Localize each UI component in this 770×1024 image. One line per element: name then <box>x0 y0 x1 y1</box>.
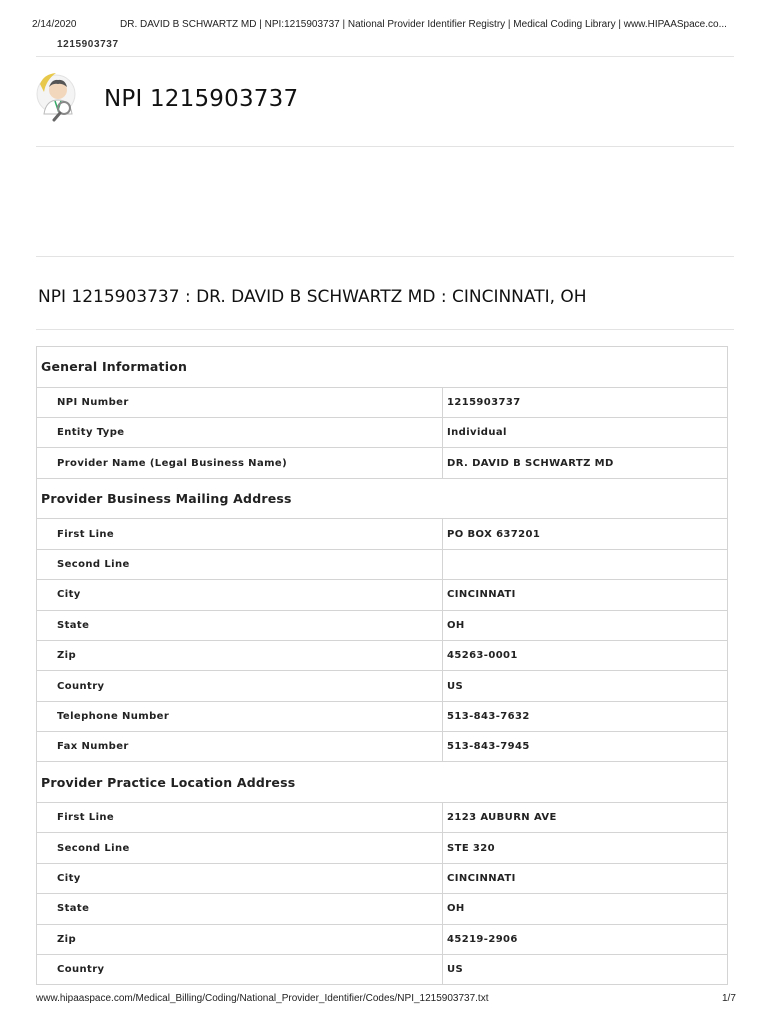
field-value: DR. DAVID B SCHWARTZ MD <box>443 448 728 478</box>
section-title: Provider Practice Location Address <box>37 762 728 803</box>
provider-heading: NPI 1215903737 : DR. DAVID B SCHWARTZ MD : CINCINNATI, OH <box>38 287 587 307</box>
field-label: First Line <box>37 803 443 833</box>
field-label: State <box>37 610 443 640</box>
table-row <box>37 549 728 579</box>
field-value <box>443 549 728 579</box>
divider <box>36 329 734 330</box>
table-row <box>37 894 728 924</box>
table-row <box>37 863 728 893</box>
field-label: Entity Type <box>37 417 443 447</box>
field-value: OH <box>443 894 728 924</box>
table-row <box>37 610 728 640</box>
field-value: 1215903737 <box>443 387 728 417</box>
table-row <box>37 955 728 985</box>
page-number: 1/7 <box>722 993 736 1004</box>
field-label: Fax Number <box>37 732 443 762</box>
table-row <box>37 833 728 863</box>
field-label: Second Line <box>37 833 443 863</box>
field-value: 2123 AUBURN AVE <box>443 803 728 833</box>
table-row <box>37 803 728 833</box>
section-title: General Information <box>37 347 728 388</box>
table-row <box>37 387 728 417</box>
table-row <box>37 924 728 954</box>
table-row <box>37 640 728 670</box>
print-page-title: DR. DAVID B SCHWARTZ MD | NPI:1215903737 | National Provider Identifier Registry | Medical Coding Library | www.HIPAASpace.co... <box>120 19 727 30</box>
section-title: Provider Business Mailing Address <box>37 478 728 519</box>
table-row <box>37 732 728 762</box>
table-row <box>37 519 728 549</box>
field-value: STE 320 <box>443 833 728 863</box>
field-label: Telephone Number <box>37 701 443 731</box>
field-label: Zip <box>37 640 443 670</box>
provider-info-table <box>36 346 728 985</box>
divider <box>36 256 734 257</box>
field-value: PO BOX 637201 <box>443 519 728 549</box>
doctor-magnifier-icon <box>34 70 86 126</box>
field-label: City <box>37 580 443 610</box>
field-value: US <box>443 955 728 985</box>
field-label: State <box>37 894 443 924</box>
field-value: 513-843-7632 <box>443 701 728 731</box>
table-row <box>37 701 728 731</box>
footer-url: www.hipaaspace.com/Medical_Billing/Coding/National_Provider_Identifier/Codes/NPI_1215903737.txt <box>36 993 489 1004</box>
table-row <box>37 580 728 610</box>
field-value: 45219-2906 <box>443 924 728 954</box>
field-label: NPI Number <box>37 387 443 417</box>
page-title: NPI 1215903737 <box>104 86 299 112</box>
field-value: OH <box>443 610 728 640</box>
table-row <box>37 448 728 478</box>
field-value: US <box>443 671 728 701</box>
field-label: First Line <box>37 519 443 549</box>
field-value: Individual <box>443 417 728 447</box>
divider <box>36 56 734 57</box>
field-value: 513-843-7945 <box>443 732 728 762</box>
table-row <box>37 417 728 447</box>
breadcrumb[interactable]: 1215903737 <box>57 39 119 50</box>
section-header-practice <box>37 762 728 803</box>
field-label: Zip <box>37 924 443 954</box>
field-label: Country <box>37 671 443 701</box>
section-header-mailing <box>37 478 728 519</box>
field-value: CINCINNATI <box>443 580 728 610</box>
print-date: 2/14/2020 <box>32 19 77 30</box>
field-label: Country <box>37 955 443 985</box>
section-header-general <box>37 347 728 388</box>
field-label: City <box>37 863 443 893</box>
field-value: 45263-0001 <box>443 640 728 670</box>
field-label: Second Line <box>37 549 443 579</box>
table-row <box>37 671 728 701</box>
field-value: CINCINNATI <box>443 863 728 893</box>
field-label: Provider Name (Legal Business Name) <box>37 448 443 478</box>
divider <box>36 146 734 147</box>
